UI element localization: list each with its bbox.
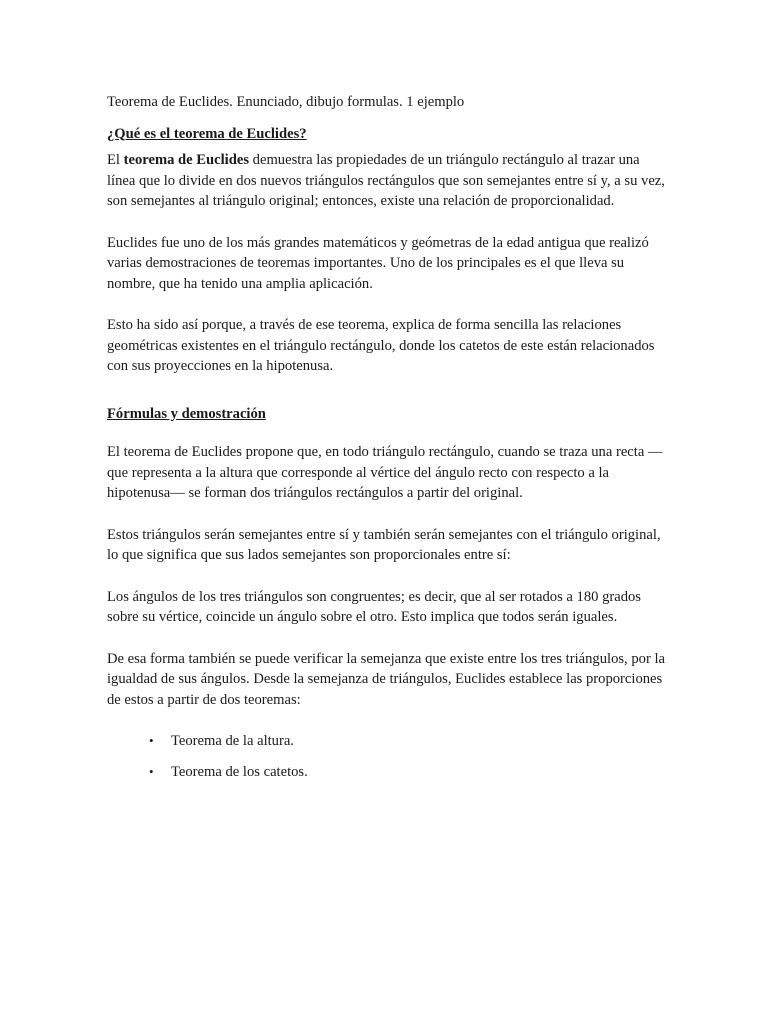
theorems-list: [107, 731, 668, 782]
section-heading-formulas: Fórmulas y demostración: [107, 405, 266, 422]
bullet-icon: •: [149, 763, 154, 779]
bullet-icon: •: [149, 733, 154, 748]
intro-text-start: El: [107, 152, 124, 168]
section-heading-what-is: ¿Qué es el teorema de Euclides?: [107, 125, 307, 142]
document-title: Teorema de Euclides. Enunciado, dibujo formulas. 1 ejemplo: [107, 94, 465, 110]
list-item: [149, 731, 668, 752]
theorem-explanation-paragraph: Esto ha sido así porque, a través de ese teorema, explica de forma sencilla las relaciones geométricas existentes en el triángulo rectángulo, donde los catetos de este están relacionados con sus proyecciones en la hipotenusa.: [107, 317, 655, 374]
formulas-paragraph-1: El teorema de Euclides propone que, en todo triángulo rectángulo, cuando se traza una recta —que representa a la altura que corresponde al vértice del ángulo recto con respecto a la hipotenusa— se forman dos triángulos rectángulos a partir del original.: [107, 444, 663, 501]
formulas-paragraph-2: Estos triángulos serán semejantes entre sí y también serán semejantes con el triángulo original, lo que significa que sus lados semejantes son proporcionales entre sí:: [107, 526, 661, 563]
intro-bold-term: teorema de Euclides: [123, 152, 250, 168]
formulas-paragraph-4: De esa forma también se puede verificar la semejanza que existe entre los tres triángulos, por la igualdad de sus ángulos. Desde la semejanza de triángulos, Euclides establece las proporciones de estos a partir de dos teoremas:: [107, 650, 665, 708]
intro-text-end: demuestra las propiedades de un triángulo rectángulo al trazar una línea que lo divide en dos nuevos triángulos rectángulos que son semejantes entre sí y, a su vez, son semejantes al triángulo original; entonces, existe una relación de proporcionalidad.: [107, 152, 665, 209]
intro-paragraph: [107, 150, 668, 212]
euclid-bio-paragraph: Euclides fue uno de los más grandes matemáticos y geómetras de la edad antigua que realizó varias demostraciones de teoremas importantes. Uno de los principales es el que lleva su nombre, que ha tenido una amplia aplicación.: [107, 234, 649, 292]
list-item-text: Teorema de los catetos.: [171, 763, 308, 780]
list-item-text: Teorema de la altura.: [171, 733, 294, 749]
list-item: [149, 762, 668, 783]
formulas-paragraph-3: Los ángulos de los tres triángulos son congruentes; es decir, que al ser rotados a 180 grados sobre su vértice, coincide un ángulo sobre el otro. Esto implica que todos serán iguales.: [107, 588, 641, 625]
